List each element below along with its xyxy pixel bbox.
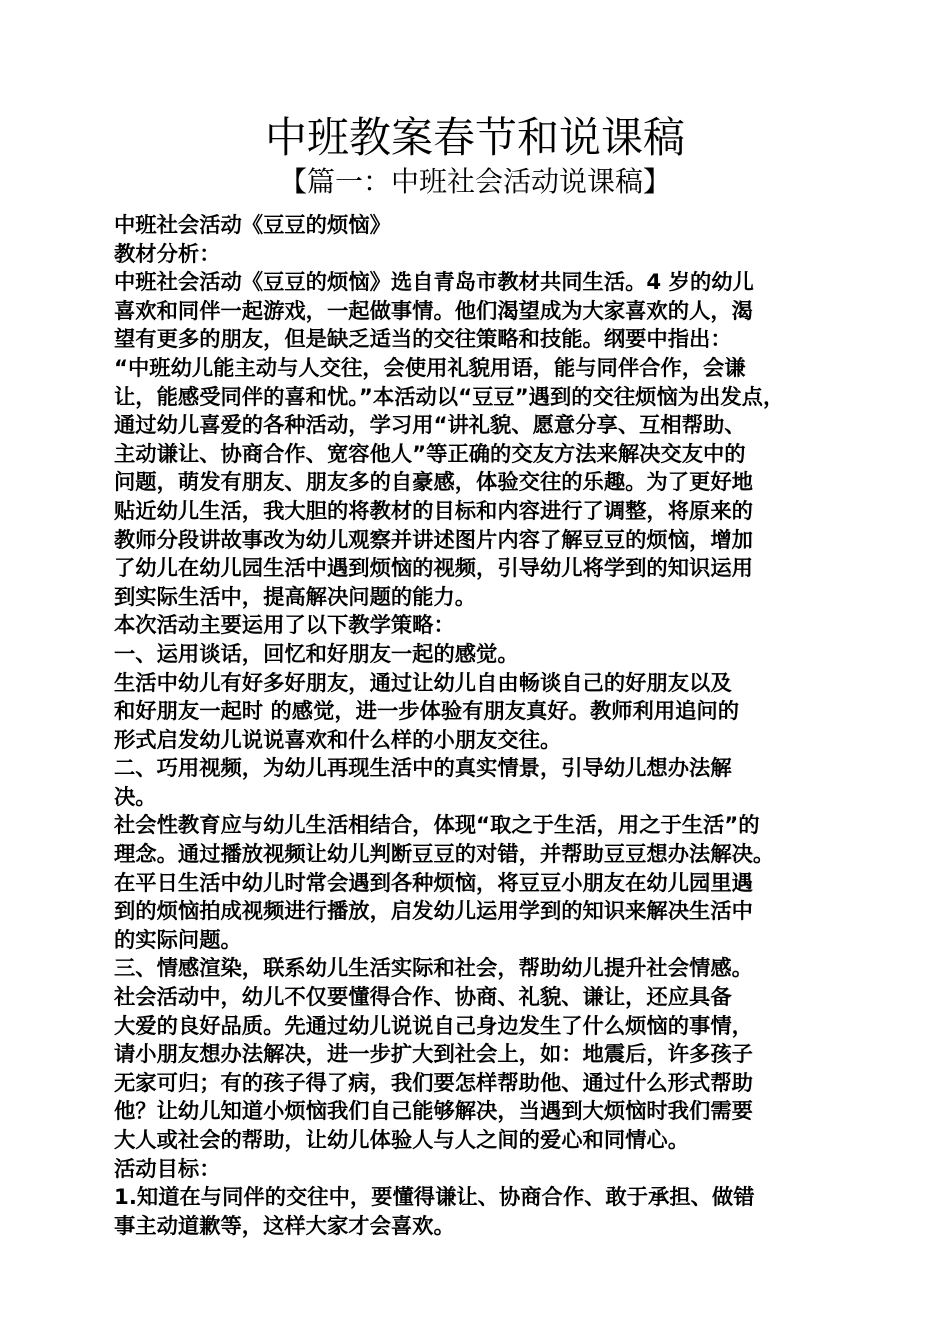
text-line: 理念。通过播放视频让幼儿判断豆豆的对错，并帮助豆豆想办法解决。 (114, 842, 775, 868)
text-line: 贴近幼儿生活，我大胆的将教材的目标和内容进行了调整，将原来的 (114, 498, 753, 524)
text-line: 社会活动中，幼儿不仅要懂得合作、协商、礼貌、谦让，还应具备 (114, 985, 732, 1011)
text-line: 通过幼儿喜爱的各种活动，学习用“讲礼貌、愿意分享、互相帮助、 (114, 413, 746, 439)
text-line: 中班社会活动《豆豆的烦恼》 (114, 213, 391, 238)
document-body (114, 212, 840, 1241)
document-title: 中班教案春节和说课稿 (264, 113, 685, 162)
text-line: 中班社会活动《豆豆的烦恼》选自青岛市教材共同生活。4 岁的幼儿 (114, 270, 754, 296)
text-line: 到实际生活中，提高解决问题的能力。 (114, 584, 477, 610)
text-line: 他？让幼儿知道小烦恼我们自己能够解决，当遇到大烦恼时我们需要 (114, 1099, 753, 1125)
text-line: 问题，萌发有朋友、朋友多的自豪感，体验交往的乐趣。为了更好地 (114, 470, 753, 496)
text-line: 和好朋友一起时 的感觉，进一步体验有朋友真好。教师利用追问的 (114, 699, 740, 725)
text-line: 望有更多的朋友，但是缺乏适当的交往策略和技能。纲要中指出： (114, 327, 732, 353)
text-line: 三、情感渲染，联系幼儿生活实际和社会，帮助幼儿提升社会情感。 (114, 956, 753, 982)
text-line: 了幼儿在幼儿园生活中遇到烦恼的视频，引导幼儿将学到的知识运用 (114, 556, 753, 582)
text-line: 请小朋友想办法解决，进一步扩大到社会上，如：地震后，许多孩子 (114, 1042, 753, 1068)
text-line: 无家可归；有的孩子得了病，我们要怎样帮助他、通过什么形式帮助 (114, 1070, 753, 1096)
text-line: “中班幼儿能主动与人交往，会使用礼貌用语，能与同伴合作，会谦 (114, 355, 746, 381)
text-line: 生活中幼儿有好多好朋友，通过让幼儿自由畅谈自己的好朋友以及 (114, 670, 732, 696)
text-line: 活动目标： (114, 1156, 221, 1182)
text-line: 喜欢和同伴一起游戏，一起做事情。他们渴望成为大家喜欢的人，渴 (114, 298, 753, 324)
text-line: 在平日生活中幼儿时常会遇到各种烦恼，将豆豆小朋友在幼儿园里遇 (114, 870, 753, 896)
text-line: 大爱的良好品质。先通过幼儿说说自己身边发生了什么烦恼的事情， (114, 1013, 753, 1039)
text-line: 一、运用谈话，回忆和好朋友一起的感觉。 (114, 641, 519, 667)
text-line: 大人或社会的帮助，让幼儿体验人与人之间的爱心和同情心。 (114, 1128, 690, 1153)
text-line: 1.知道在与同伴的交往中，要懂得谦让、协商合作、敢于承担、做错 (114, 1185, 755, 1211)
document-subtitle: 【篇一：中班社会活动说课稿】 (278, 165, 671, 198)
text-line: 让，能感受同伴的喜和忧。”本活动以“豆豆”遇到的交往烦恼为出发点， (114, 384, 785, 410)
text-line: 本次活动主要运用了以下教学策略： (114, 613, 455, 639)
text-line: 事主动道歉等，这样大家才会喜欢。 (114, 1213, 455, 1239)
text-line: 二、巧用视频，为幼儿再现生活中的真实情景，引导幼儿想办法解 (114, 756, 732, 782)
text-line: 的实际问题。 (114, 927, 242, 953)
text-line: 社会性教育应与幼儿生活相结合，体现“取之于生活，用之于生活”的 (114, 813, 760, 839)
text-line: 教材分析： (114, 241, 221, 267)
text-line: 教师分段讲故事改为幼儿观察并讲述图片内容了解豆豆的烦恼，增加 (114, 527, 753, 553)
text-line: 到的烦恼拍成视频进行播放，启发幼儿运用学到的知识来解决生活中 (114, 899, 753, 925)
text-line: 决。 (114, 784, 157, 810)
text-line: 形式启发幼儿说说喜欢和什么样的小朋友交往。 (114, 727, 562, 753)
text-line: 主动谦让、协商合作、宽容他人”等正确的交友方法来解决交友中的 (114, 441, 746, 467)
